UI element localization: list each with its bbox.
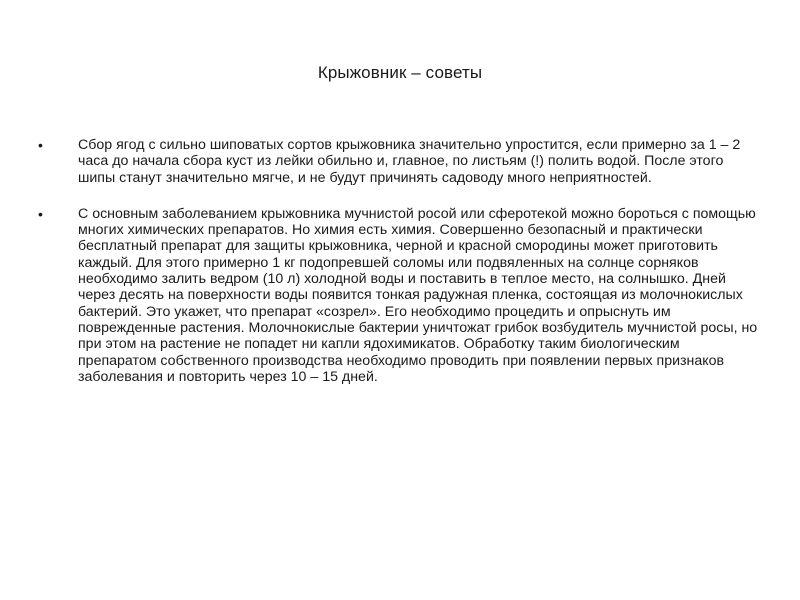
bullet-item — [38, 206, 758, 385]
bullet-item — [38, 137, 758, 186]
bullet-text: Сбор ягод с сильно шиповатых сортов крыжовника значительно упростится, если примерно за 1 – 2 часа до начала сбора куст из лейки обильно и, главное, по листьям (!) полить водой. После этого шипы станут значительно мягче, и не будут причинять садоводу много неприятностей. — [78, 137, 741, 186]
slide-title: Крыжовник – советы — [317, 63, 483, 82]
bullet-text: С основным заболеванием крыжовника мучнистой росой или сферотекой можно бороться с помощью многих химических препаратов. Но химия есть химия. Совершенно безопасный и практически бесплатный препарат для защиты крыжовника, черной и красной смородины может приготовить каждый. Для этого примерно 1 кг подопревшей соломы или подвяленных на солнце сорняков необходимо залить ведром (10 л) холодной воды и поставить в теплое место, на солнышко. Дней через десять на поверхности воды появится тонкая радужная пленка, состоящая из молочнокислых бактерий. Это укажет, что препарат «созрел». Его необходимо процедить и опрыснуть им поврежденные растения. Молочнокислые бактерии уничтожат грибок возбудитель мучнистой росы, но при этом на растение не попадет ни капли ядохимикатов. Обработку таким биологическим препаратом собственного производства необходимо проводить при появлении первых признаков заболевания и повторить через 10 – 15 дней. — [78, 205, 758, 385]
bullet-marker: • — [38, 205, 43, 222]
bullet-list — [38, 137, 758, 385]
bullet-marker: • — [38, 137, 43, 153]
